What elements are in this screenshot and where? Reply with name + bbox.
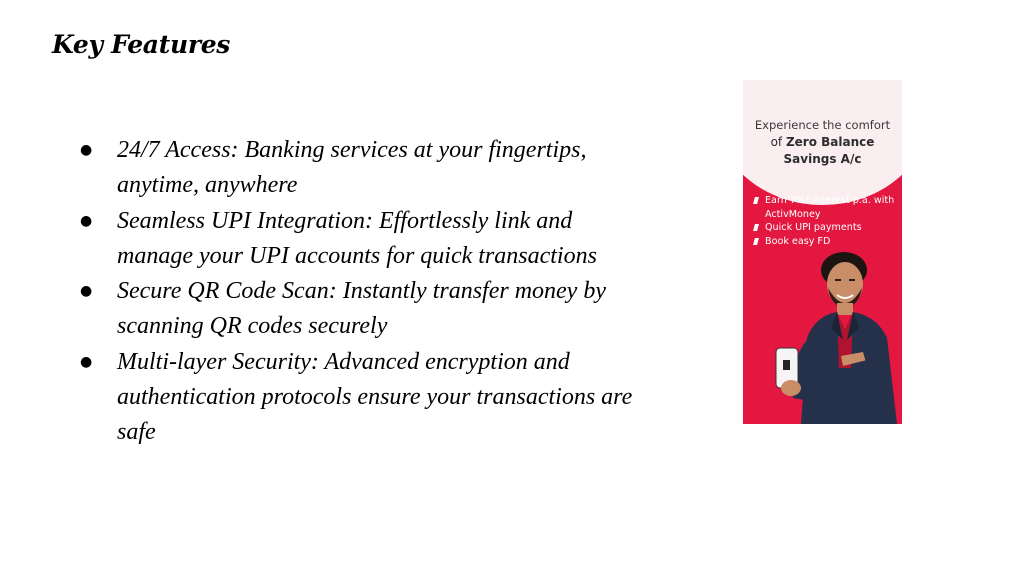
promo-line2-prefix: of xyxy=(770,135,786,149)
promo-headline-line3: Savings A/c xyxy=(783,152,862,166)
feature-item: ● Seamless UPI Integration: Effortlessly link and manage your UPI accounts for quick transactions xyxy=(80,204,640,275)
legal-mark xyxy=(891,402,897,414)
slide-title: Key Features xyxy=(52,30,231,59)
feature-list xyxy=(80,133,640,451)
feature-item: ● Secure QR Code Scan: Instantly transfer money by scanning QR codes securely xyxy=(80,274,640,345)
promo-banner xyxy=(743,80,902,424)
promo-headline-line1: Experience the comfort xyxy=(754,118,891,132)
promo-headline-line2 xyxy=(743,135,902,149)
feature-item: ● Multi-layer Security: Advanced encryption and authentication protocols ensure your transactions are safe xyxy=(80,345,640,451)
promo-benefit-item: Quick UPI payments xyxy=(753,221,901,235)
brand-ambassador-illustration xyxy=(771,248,902,424)
promo-benefit-item: Earn 7%* interest p.a. with xyxy=(753,194,901,208)
feature-item: ● 24/7 Access: Banking services at your fingertips, anytime, anywhere xyxy=(80,133,640,204)
promo-benefit-continuation: ActivMoney xyxy=(765,208,821,220)
promo-benefits-list xyxy=(753,194,901,248)
promo-line2-bold: Zero Balance xyxy=(785,135,875,149)
promo-benefit-item: Book easy FD xyxy=(753,235,901,249)
